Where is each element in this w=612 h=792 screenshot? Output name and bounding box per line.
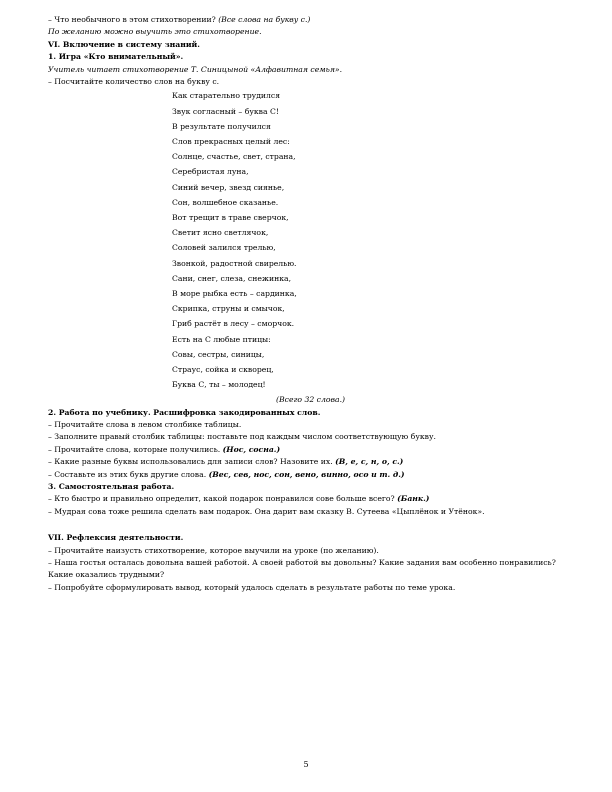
poem-line: Сон, волшебное сказанье. xyxy=(172,197,279,207)
document-page xyxy=(48,14,564,594)
work-2-item xyxy=(48,444,564,456)
work-2-item-answer: (Нос, сосна.) xyxy=(222,444,281,454)
poem-line: Гриб растёт в лесу – сморчок. xyxy=(172,319,295,329)
work-2-heading: 2. Работа по учебнику. Расшифровка закодированных слов. xyxy=(48,407,321,417)
intro-question-text: – Что необычного в этом стихотворении? xyxy=(48,15,219,24)
poem-line: Буква С, ты – молодец! xyxy=(172,380,266,390)
poem-line: Серебристая луна, xyxy=(172,167,249,177)
work-3-item-text: – Кто быстро и правильно определит, какой подарок понравился сове больше всего? xyxy=(48,494,398,504)
poem-line: Есть на С любые птицы: xyxy=(172,334,271,344)
work-2-item-text: – Составьте из этих букв другие слова. xyxy=(48,469,209,479)
reflection-item: – Наша гостья осталась довольна вашей работой. А своей работой вы довольны? Какие задания вам особенно понравились? Какие оказались трудными? xyxy=(48,557,556,580)
section-6-heading: VI. Включение в систему знаний. xyxy=(48,39,200,49)
count-task: – Посчитайте количество слов на букву с. xyxy=(48,77,220,87)
work-2-item-answer: (В, е, с, н, о, с.) xyxy=(335,457,404,467)
poem-line: Совы, сестры, синицы, xyxy=(172,349,265,359)
work-2-item-text: – Какие разные буквы использовались для записи слов? Назовите их. xyxy=(48,457,336,467)
poem-line: Вот трещит в траве сверчок, xyxy=(172,213,289,223)
poem-line: Скрипка, струны и смычок, xyxy=(172,304,285,314)
work-2-item-text: – Заполните правый столбик таблицы: поставьте под каждым числом соответствующую букву. xyxy=(48,432,436,442)
work-2-item xyxy=(48,469,564,481)
intro-question-answer: (Все слова на букву с.) xyxy=(218,15,311,24)
poem-line: В море рыбка есть – сардинка, xyxy=(172,289,297,299)
section-7-heading: VII. Рефлексия деятельности. xyxy=(48,533,184,543)
work-2-item-answer: (Вес, сев, нос, сон, вено, винно, осо и т. д.) xyxy=(208,469,405,479)
work-2-item xyxy=(48,431,564,443)
work-3-item xyxy=(48,493,564,505)
poem-line: Звук согласный – буква С! xyxy=(172,106,280,116)
poem-word-total: (Всего 32 слова.) xyxy=(276,394,346,404)
poem-line: Слов прекрасных целый лес: xyxy=(172,137,290,147)
intro-note: По желанию можно выучить это стихотворение. xyxy=(48,27,262,37)
poem-line: Синий вечер, звезд сиянье, xyxy=(172,182,285,192)
work-2-item xyxy=(48,419,564,431)
poem-line: Звонкой, радостной свирелью. xyxy=(172,258,297,268)
work-3-item-answer: (Банк.) xyxy=(397,494,430,504)
poem-line: В результате получился xyxy=(172,121,271,131)
poem-line: Соловей залился трелью, xyxy=(172,243,276,253)
work-2-item-text: – Прочитайте слова в левом столбике таблицы. xyxy=(48,419,242,429)
reflection-item: – Попробуйте сформулировать вывод, который удалось сделать в результате работы по теме урока. xyxy=(48,582,456,592)
poem-line: Как старательно трудился xyxy=(172,91,281,101)
work-2-item-text: – Прочитайте слова, которые получились. xyxy=(48,444,223,454)
poem-line: Светит ясно светлячок, xyxy=(172,228,269,238)
teacher-instruction: Учитель читает стихотворение Т. Синицыной «Алфавитная семья». xyxy=(48,64,343,74)
work-2-item xyxy=(48,456,564,468)
spacer xyxy=(48,518,564,532)
poem xyxy=(172,88,564,392)
work-3-item xyxy=(48,506,564,518)
game-heading: 1. Игра «Кто внимательный». xyxy=(48,52,184,62)
poem-line: Солнце, счастье, свет, страна, xyxy=(172,152,296,162)
work-3-item-text: – Мудрая сова тоже решила сделать вам подарок. Она дарит вам сказку В. Сутеева «Цыплёнок и Утёнок». xyxy=(48,506,485,516)
reflection-item: – Прочитайте наизусть стихотворение, которое выучили на уроке (по желанию). xyxy=(48,545,379,555)
work-3-heading: 3. Самостоятельная работа. xyxy=(48,481,175,491)
page-number: 5 xyxy=(303,760,309,769)
poem-line: Страус, сойка и скворец, xyxy=(172,365,274,375)
intro-question xyxy=(48,14,564,26)
poem-line: Сани, снег, слеза, снежинка, xyxy=(172,273,292,283)
